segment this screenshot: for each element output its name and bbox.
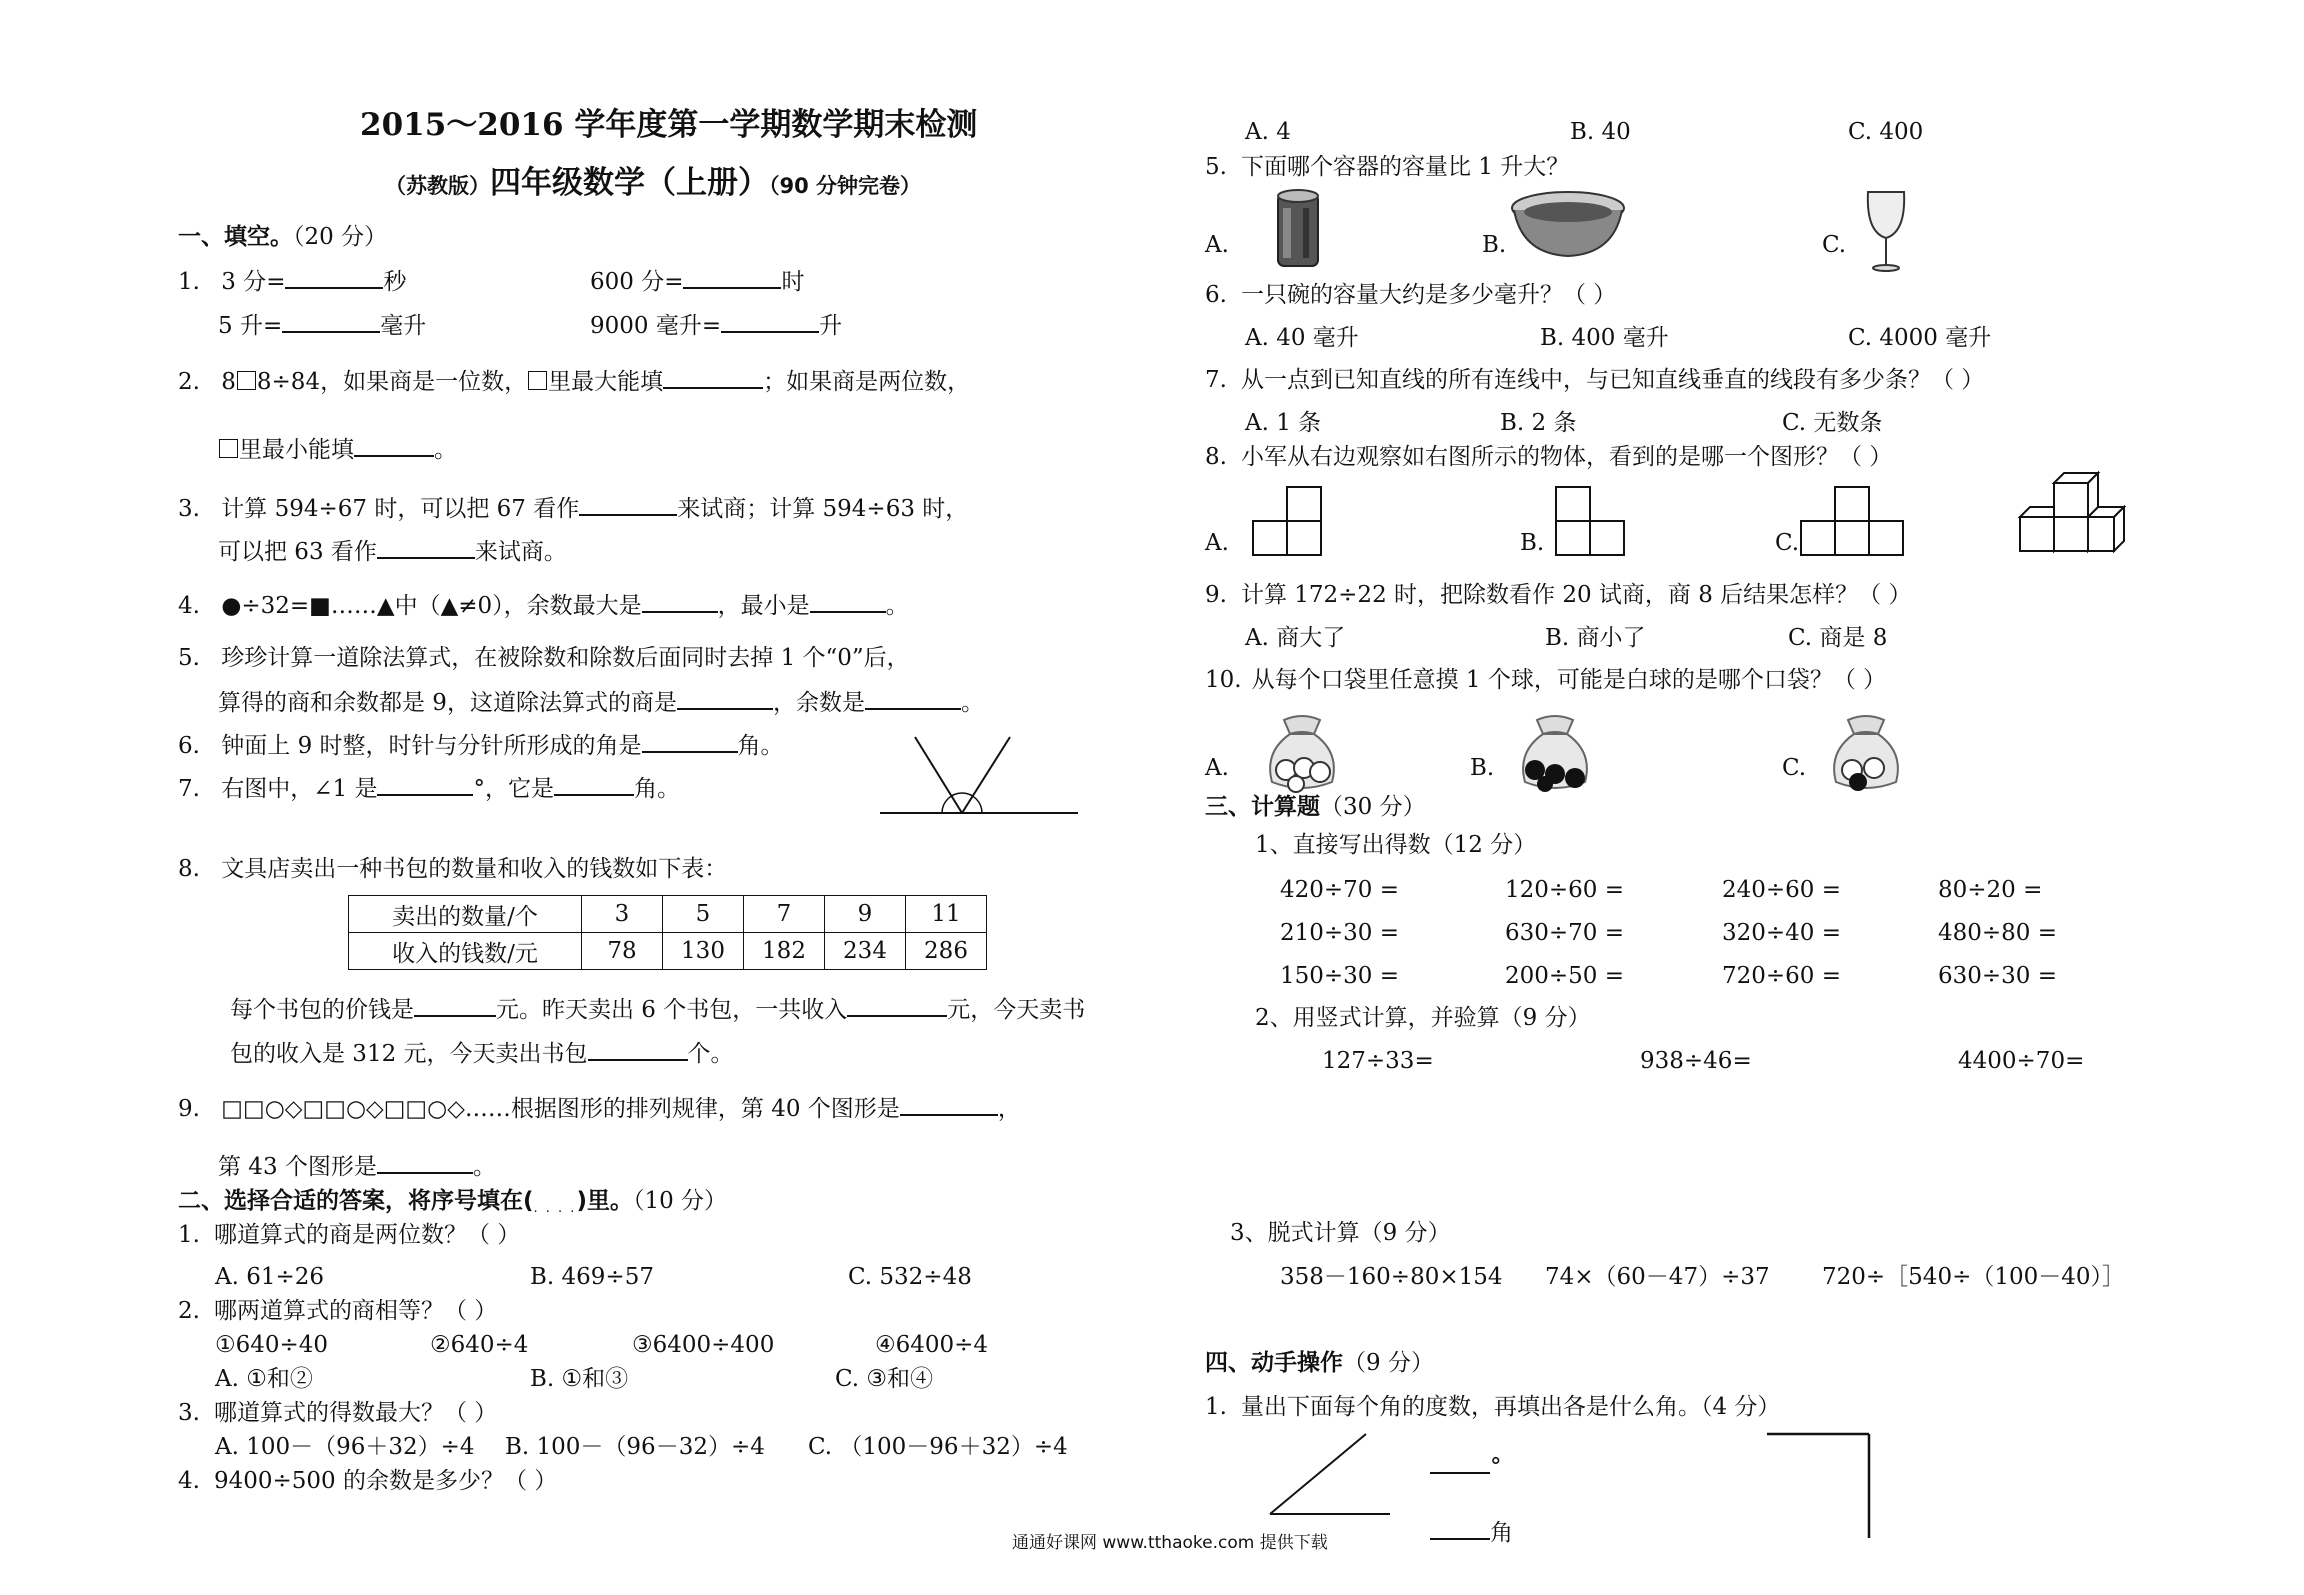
table-cell: 收入的钱数/元 [349,933,582,970]
s1-q3-line2 [218,535,567,567]
cube-stack-figure [2018,465,2128,565]
section-3-score: （30 分） [1320,794,1426,820]
s1-q5-line2 [218,686,984,718]
q-number: 4. [178,1468,200,1494]
q-text: 包的收入是 312 元，今天卖出书包 [230,1041,588,1067]
q-text: 8 [221,369,236,395]
acute-angle-figure [1268,1432,1393,1517]
q-text: 从一点到已知直线的所有连线中，与已知直线垂直的线段有多少条？（ ） [1240,367,1985,393]
wine-glass-icon [1864,188,1908,274]
table-cell: 3 [582,896,663,933]
answer-blank[interactable] [663,365,763,389]
q-number: 8. [178,856,200,882]
table-row [349,896,987,933]
q-text: 元，今天卖书 [947,997,1086,1023]
q-text: ；如果商是两位数， [763,369,971,395]
s1-q8-intro [178,854,727,884]
q-text: 每个书包的价钱是 [230,997,414,1023]
s1-q5-line1 [178,643,910,673]
basin-icon [1508,190,1628,260]
s2-q10-opt-c: C. [1782,755,1807,781]
s1-q4 [178,589,909,621]
s2-q10-opt-a: A. [1205,755,1229,781]
answer-blank[interactable] [354,433,434,457]
q-text: 珍珍计算一道除法算式，在被除数和除数后面同时去掉 1 个“0”后， [221,645,910,671]
q-text: 可以把 63 看作 [218,539,377,565]
q-text: 。 [885,593,909,619]
q-number: 2. [178,1298,200,1324]
view-shape-b [1555,486,1627,556]
stepwise-calc: 358－160÷80×154 [1280,1264,1503,1290]
q-text: ，最小是 [717,593,810,619]
section-2-heading [178,1186,727,1224]
q-number: 1. [178,1222,200,1248]
q-number: 2. [178,369,200,395]
s2-q4 [178,1466,557,1496]
section-2-score: （10 分） [632,1188,728,1214]
s2-q3-opt-c: C. （100－96＋32）÷4 [808,1434,1068,1460]
s2-q10-opt-b: B. [1470,755,1495,781]
right-angle-figure [1765,1432,1875,1542]
s2-q8-opt-a: A. [1205,530,1229,556]
section-1-heading [178,222,387,252]
s4-answer-type [1430,1516,1513,1548]
s2-q7-opt-b: B. 2 条 [1500,410,1577,436]
s1-q6 [178,729,784,761]
degree-symbol: ° [1490,1454,1502,1480]
q-text: 文具店卖出一种书包的数量和收入的钱数如下表： [221,856,728,882]
oral-calc: 120÷60 = [1505,877,1625,903]
q-number: 6. [1205,282,1227,308]
s1-q9-line1 [178,1092,1021,1124]
oral-calc: 210÷30 = [1280,920,1400,946]
q-text: ●÷32=■……▲中（▲≠0），余数最大是 [221,593,642,619]
answer-blank[interactable] [721,309,819,333]
s2-q5-opt-a: A. [1205,232,1229,258]
q-text: 计算 594÷67 时，可以把 67 看作 [221,496,580,522]
q-number: 1. [1205,1394,1227,1420]
oral-calc: 240÷60 = [1722,877,1842,903]
s2-q3-opt-b: B. 100－（96－32）÷4 [505,1434,765,1460]
s2-q2-item-1: ①640÷40 [215,1332,329,1358]
q-text: 哪两道算式的商相等？（ ） [213,1298,498,1324]
table-row [349,933,987,970]
q-number: 6. [178,733,200,759]
s2-q4-opt-c: C. 400 [1848,119,1924,145]
q-text: 小军从右边观察如右图所示的物体，看到的是哪一个图形？（ ） [1240,444,1893,470]
s1-q1-line1 [178,265,406,297]
s2-q10 [1205,665,1886,695]
s3-sub3: 3、脱式计算（9 分） [1230,1220,1451,1246]
answer-blank[interactable] [282,309,380,333]
answer-blank[interactable] [377,1150,473,1174]
box-icon [237,371,256,390]
q-number: 3. [178,1400,200,1426]
q-number: 7. [178,776,200,802]
s1-q2-line2 [218,433,457,465]
answer-blank[interactable] [1430,1516,1490,1540]
answer-blank[interactable] [554,772,634,796]
vertical-calc: 938÷46= [1640,1048,1752,1074]
answer-blank[interactable] [847,993,947,1017]
s2-q1-opt-c: C. 532÷48 [848,1264,972,1290]
s2-q8-opt-c: C. [1775,530,1800,556]
q-text: 从每个口袋里任意摸 1 个球，可能是白球的是哪个口袋？（ ） [1251,667,1887,693]
s1-q8-line2 [230,993,1085,1025]
s1-q7 [178,772,680,804]
s2-q7-opt-c: C. 无数条 [1782,410,1883,436]
s2-q9-opt-c: C. 商是 8 [1788,625,1888,651]
q-number: 9. [178,1096,200,1122]
oral-calc: 630÷70 = [1505,920,1625,946]
answer-blank[interactable] [900,1092,998,1116]
can-icon [1275,188,1321,270]
answer-blank[interactable] [810,589,886,613]
q-text: 一只碗的容量大约是多少毫升？（ ） [1240,282,1617,308]
q-text: 秒 [383,269,407,295]
q-text: 来试商。 [474,539,567,565]
s2-q4-opt-a: A. 4 [1245,119,1291,145]
oral-calc: 320÷40 = [1722,920,1842,946]
s2-q4-opt-b: B. 40 [1570,119,1631,145]
q-text: 来试商；计算 594÷63 时， [677,496,969,522]
s2-q7-opt-a: A. 1 条 [1245,410,1322,436]
s2-q8-opt-b: B. [1520,530,1545,556]
s2-q6-opt-b: B. 400 毫升 [1540,325,1669,351]
answer-blank[interactable] [588,1037,688,1061]
q-text: 角 [1490,1520,1513,1546]
s2-q2-item-3: ③6400÷400 [632,1332,775,1358]
q-text: 升 [819,313,843,339]
grade-label: 四年级数学（上册） [490,165,769,201]
q-text: 8÷84，如果商是一位数， [256,369,528,395]
q-text: 里最小能填 [239,437,354,463]
q-number: 10. [1205,667,1242,693]
answer-blank[interactable] [683,265,781,289]
q-text: 角。 [737,733,784,759]
q-text: 算得的商和余数都是 9，这道除法算式的商是 [218,690,677,716]
answer-blank[interactable] [377,535,475,559]
answer-blank[interactable] [642,729,738,753]
table-cell: 130 [663,933,744,970]
s2-q7 [1205,365,1984,395]
q-text: 毫升 [380,313,427,339]
answer-blank[interactable] [579,492,677,516]
q-text: ，余数是 [772,690,865,716]
s3-sub1: 1、直接写出得数（12 分） [1255,832,1537,858]
oral-calc: 80÷20 = [1938,877,2043,903]
q-text: 9400÷500 的余数是多少？（ ） [213,1468,558,1494]
q-number: 1. [178,269,200,295]
s1-q3-line1 [178,492,968,524]
answer-blank[interactable] [285,265,383,289]
s2-q5-opt-c: C. [1822,232,1847,258]
q-number: 5. [178,645,200,671]
footer-watermark: 通通好课网 www.tthaoke.com 提供下载 [1012,1533,1328,1553]
oral-calc: 150÷30 = [1280,963,1400,989]
section-3-title: 三、计算题 [1205,794,1320,820]
stepwise-calc: 720÷［540÷（100－40）］ [1822,1264,2126,1290]
s2-q5-opt-b: B. [1482,232,1507,258]
s2-q1-opt-b: B. 469÷57 [530,1264,654,1290]
section-4-heading [1205,1348,1434,1378]
q-text: 右图中，∠1 是 [221,776,378,802]
bag-b-icon [1515,712,1595,792]
bag-sales-table [348,895,987,970]
q-text: 600 分= [590,269,684,295]
edition-label: （苏教版） [385,174,490,198]
subtitle [385,165,922,201]
q-text: 3 分= [221,269,286,295]
shape-sequence: □□○◇□□○◇□□○◇…… [221,1096,511,1122]
q-text: 5 升= [218,313,283,339]
oral-calc: 200÷50 = [1505,963,1625,989]
view-shape-a [1252,486,1324,556]
box-icon [528,371,547,390]
q-text: 。 [472,1154,496,1180]
s1-q2-line1 [178,365,970,397]
q-text: 9000 毫升= [590,313,722,339]
answer-blank[interactable] [414,993,496,1017]
q-text: °，它是 [473,776,554,802]
q-text: 。 [434,437,457,463]
q-text: 里最大能填 [548,369,664,395]
s2-q6 [1205,280,1616,310]
q-text: 哪道算式的商是两位数？（ ） [213,1222,521,1248]
s1-q9-line2 [218,1150,496,1182]
s2-q2-item-2: ②640÷4 [430,1332,529,1358]
q-text: 下面哪个容器的容量比 1 升大？ [1240,154,1570,180]
q-text: 根据图形的排列规律，第 40 个图形是 [510,1096,900,1122]
right-ray [962,737,1010,813]
view-shape-c [1800,486,1904,556]
q-text: 角。 [633,776,680,802]
table-cell: 182 [744,933,825,970]
s2-q9-opt-b: B. 商小了 [1545,625,1646,651]
page-title: 2015～2016 学年度第一学期数学期末检测 [360,107,978,143]
s2-q3-opt-a: A. 100－（96＋32）÷4 [215,1434,475,1460]
section-1-score: （20 分） [293,224,388,250]
s2-q6-opt-c: C. 4000 毫升 [1848,325,1992,351]
answer-blank[interactable] [677,686,773,710]
section-2-title: 二、选择合适的答案，将序号填在( [178,1188,534,1214]
s1-q8-line3 [230,1037,734,1069]
s2-q1 [178,1220,520,1250]
angle-figure [880,735,1080,825]
s4-q1 [1205,1392,1780,1422]
oral-calc: 420÷70 = [1280,877,1400,903]
emphasis-dots: . . . . [533,1201,577,1216]
bag-a-icon [1262,712,1342,792]
table-cell: 5 [663,896,744,933]
q-text: 个。 [687,1041,734,1067]
q-number: 8. [1205,444,1227,470]
q-number: 7. [1205,367,1227,393]
s2-q8 [1205,442,1892,472]
s4-answer-deg [1430,1450,1502,1482]
s2-q2-opt-b: B. ①和③ [530,1366,629,1392]
q-text: 计算 172÷22 时，把除数看作 20 试商，商 8 后结果怎样？（ ） [1240,582,1912,608]
s2-q1-opt-a: A. 61÷26 [215,1264,325,1290]
q-number: 4. [178,593,200,619]
s2-q3 [178,1398,497,1428]
q-number: 9. [1205,582,1227,608]
table-cell: 卖出的数量/个 [349,896,582,933]
s3-sub2: 2、用竖式计算，并验算（9 分） [1255,1005,1591,1031]
s2-q9 [1205,580,1911,610]
angle-arc [942,793,982,813]
vertical-calc: 4400÷70= [1958,1048,2085,1074]
left-ray [915,737,962,813]
oral-calc: 480÷80 = [1938,920,2058,946]
q-text: 第 43 个图形是 [218,1154,377,1180]
q-text: 时 [781,269,805,295]
s2-q2 [178,1296,497,1326]
s1-q1-line2 [218,309,426,341]
q-number: 3. [178,496,200,522]
s1-q1-line1b [590,265,804,297]
table-cell: 78 [582,933,663,970]
q-text: 元。昨天卖出 6 个书包，一共收入 [496,997,848,1023]
s2-q2-opt-c: C. ③和④ [835,1366,934,1392]
table-cell: 286 [906,933,987,970]
box-icon [219,439,238,458]
answer-blank[interactable] [865,686,961,710]
q-number: 5. [1205,154,1227,180]
bag-c-icon [1826,712,1906,792]
s2-q2-item-4: ④6400÷4 [875,1332,989,1358]
stepwise-calc: 74×（60－47）÷37 [1545,1264,1770,1290]
answer-blank[interactable] [377,772,473,796]
s1-q1-line2b [590,309,842,341]
table-cell: 9 [825,896,906,933]
section-2-title-end: )里。 [576,1188,633,1214]
q-text: 钟面上 9 时整，时针与分针所形成的角是 [221,733,642,759]
table-cell: 11 [906,896,987,933]
table-cell: 7 [744,896,825,933]
q-text: 哪道算式的得数最大？（ ） [213,1400,498,1426]
section-3-heading [1205,792,1426,822]
s2-q2-opt-a: A. ①和② [215,1366,313,1392]
answer-blank[interactable] [1430,1450,1490,1474]
table-cell: 234 [825,933,906,970]
q-text: 量出下面每个角的度数，再填出各是什么角。（4 分） [1240,1394,1781,1420]
time-label: （90 分钟完卷） [769,174,922,198]
answer-blank[interactable] [642,589,718,613]
oral-calc: 630÷30 = [1938,963,2058,989]
s2-q6-opt-a: A. 40 毫升 [1245,325,1359,351]
q-text: ， [997,1096,1021,1122]
s2-q5 [1205,152,1569,182]
vertical-calc: 127÷33= [1322,1048,1434,1074]
oral-calc: 720÷60 = [1722,963,1842,989]
section-1-title: 一、填空。 [178,224,293,250]
s2-q9-opt-a: A. 商大了 [1245,625,1346,651]
q-text: 。 [960,690,984,716]
section-4-score: （9 分） [1343,1350,1434,1376]
section-4-title: 四、动手操作 [1205,1350,1343,1376]
